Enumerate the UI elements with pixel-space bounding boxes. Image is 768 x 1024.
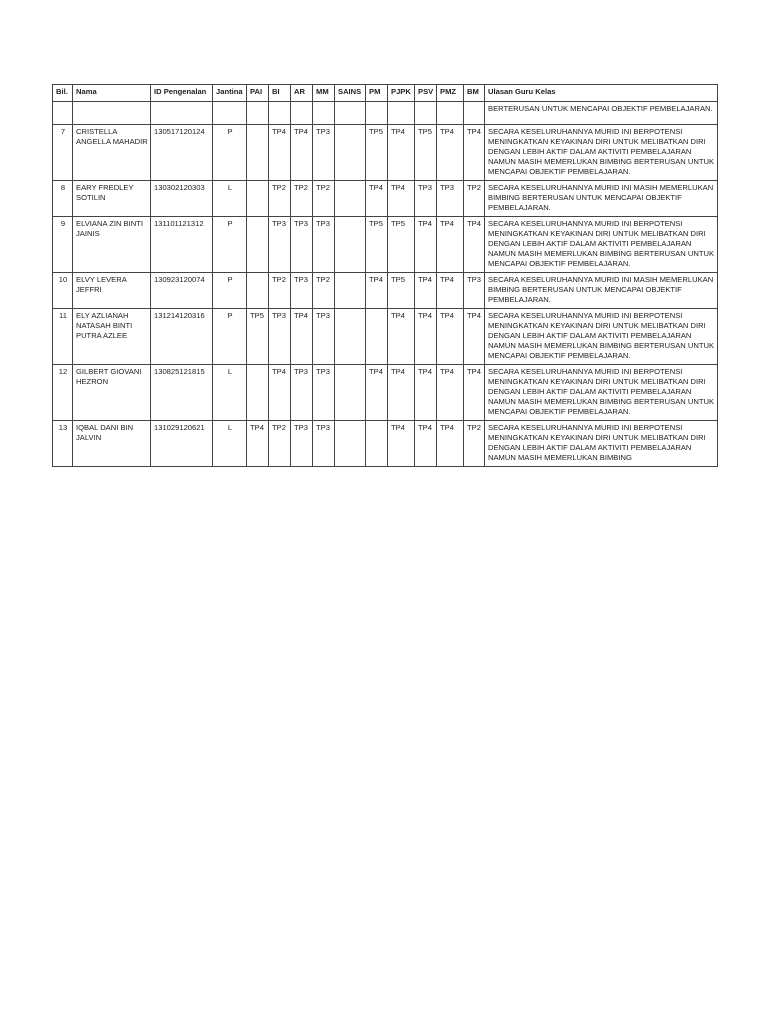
cell-nama: ELVY LEVERA JEFFRI [73,273,151,309]
cell-nama: ELVIANA ZIN BINTI JAINIS [73,217,151,273]
cell-mm: TP3 [313,421,335,467]
cell-bm: TP2 [464,421,485,467]
cell-id: 131214120316 [151,309,213,365]
cell-sains [335,309,366,365]
cell-psv: TP5 [415,125,437,181]
cell-pjpk: TP4 [388,365,415,421]
cell-mm: TP2 [313,273,335,309]
cell-bm: TP4 [464,125,485,181]
continued-row [53,102,718,125]
cell-sains [335,181,366,217]
cell-mm: TP3 [313,365,335,421]
cell-ulasan: SECARA KESELURUHANNYA MURID INI BERPOTENSI MENINGKATKAN KEYAKINAN DIRI UNTUK MELIBATKAN DIRI DENGAN LEBIH AKTIF DALAM AKTIVITI PEMBELAJARAN NAMUN MASIH MEMERLUKAN BIMBING BERTERUSAN UNTUK MENCAPAI OBJEKTIF PEMBELAJARAN. [485,125,718,181]
header-psv: PSV [415,85,437,102]
cell-pmz: TP4 [437,309,464,365]
cell-bm: TP3 [464,273,485,309]
cell-mm: TP3 [313,309,335,365]
header-id: ID Pengenalan [151,85,213,102]
cell-bil: 12 [53,365,73,421]
cell-pjpk: TP5 [388,217,415,273]
cell-ulasan: SECARA KESELURUHANNYA MURID INI BERPOTENSI MENINGKATKAN KEYAKINAN DIRI UNTUK MELIBATKAN DIRI DENGAN LEBIH AKTIF DALAM AKTIVITI PEMBELAJARAN NAMUN MASIH MEMERLUKAN BIMBING BERTERUSAN UNTUK MENCAPAI OBJEKTIF PEMBELAJARAN. [485,217,718,273]
cell-nama: ELY AZLIANAH NATASAH BINTI PUTRA AZLEE [73,309,151,365]
cell-bil: 10 [53,273,73,309]
cell-pjpk: TP4 [388,421,415,467]
cell-psv: TP3 [415,181,437,217]
cell-ulasan-continued: BERTERUSAN UNTUK MENCAPAI OBJEKTIF PEMBELAJARAN. [485,102,718,125]
cell-empty [335,102,366,125]
cell-empty [53,102,73,125]
header-pai: PAI [247,85,269,102]
header-pjpk: PJPK [388,85,415,102]
cell-mm: TP3 [313,125,335,181]
cell-sains [335,273,366,309]
cell-mm: TP2 [313,181,335,217]
cell-ulasan: SECARA KESELURUHANNYA MURID INI BERPOTENSI MENINGKATKAN KEYAKINAN DIRI UNTUK MELIBATKAN DIRI DENGAN LEBIH AKTIF DALAM AKTIVITI PEMBELAJARAN NAMUN MASIH MEMERLUKAN BIMBING BERTERUSAN UNTUK MENCAPAI OBJEKTIF PEMBELAJARAN. [485,309,718,365]
cell-bil: 8 [53,181,73,217]
cell-jantina: P [213,309,247,365]
header-ulasan: Ulasan Guru Kelas [485,85,718,102]
cell-bi: TP2 [269,181,291,217]
student-report-table [52,84,718,467]
cell-nama: EARY FREDLEY SOTILIN [73,181,151,217]
cell-bil: 9 [53,217,73,273]
cell-empty [247,102,269,125]
cell-empty [213,102,247,125]
cell-empty [366,102,388,125]
cell-sains [335,421,366,467]
cell-ar: TP3 [291,421,313,467]
table-row [53,217,718,273]
cell-bm: TP2 [464,181,485,217]
cell-empty [464,102,485,125]
cell-pai [247,273,269,309]
cell-psv: TP4 [415,309,437,365]
cell-pai: TP5 [247,309,269,365]
cell-nama: GILBERT GIOVANI HEZRON [73,365,151,421]
cell-mm: TP3 [313,217,335,273]
cell-psv: TP4 [415,217,437,273]
cell-jantina: P [213,273,247,309]
cell-id: 131101121312 [151,217,213,273]
header-bi: BI [269,85,291,102]
cell-empty [437,102,464,125]
cell-ar: TP4 [291,309,313,365]
cell-id: 130825121815 [151,365,213,421]
cell-empty [313,102,335,125]
cell-jantina: L [213,365,247,421]
header-jantina: Jantina [213,85,247,102]
cell-pjpk: TP4 [388,181,415,217]
cell-psv: TP4 [415,421,437,467]
cell-pm [366,309,388,365]
cell-pmz: TP4 [437,273,464,309]
cell-bm: TP4 [464,365,485,421]
cell-bi: TP4 [269,125,291,181]
cell-pai [247,181,269,217]
cell-ar: TP3 [291,217,313,273]
cell-ar: TP4 [291,125,313,181]
table-row [53,365,718,421]
cell-nama: CRISTELLA ANGELLA MAHADIR [73,125,151,181]
cell-pmz: TP4 [437,421,464,467]
cell-sains [335,125,366,181]
cell-bi: TP3 [269,309,291,365]
cell-ulasan: SECARA KESELURUHANNYA MURID INI BERPOTENSI MENINGKATKAN KEYAKINAN DIRI UNTUK MELIBATKAN DIRI DENGAN LEBIH AKTIF DALAM AKTIVITI PEMBELAJARAN NAMUN MASIH MEMERLUKAN BIMBING BERTERUSAN UNTUK MENCAPAI OBJEKTIF PEMBELAJARAN. [485,365,718,421]
header-nama: Nama [73,85,151,102]
cell-pai [247,217,269,273]
table-row [53,125,718,181]
cell-pm: TP5 [366,125,388,181]
cell-pmz: TP4 [437,125,464,181]
cell-bi: TP2 [269,421,291,467]
cell-nama: IQBAL DANI BIN JALVIN [73,421,151,467]
cell-pjpk: TP4 [388,309,415,365]
cell-pjpk: TP4 [388,125,415,181]
table-row [53,181,718,217]
table-row [53,309,718,365]
header-row [53,85,718,102]
header-mm: MM [313,85,335,102]
cell-pmz: TP4 [437,365,464,421]
cell-id: 130517120124 [151,125,213,181]
table-row [53,421,718,467]
cell-ar: TP3 [291,273,313,309]
cell-pm [366,421,388,467]
cell-bil: 13 [53,421,73,467]
cell-id: 130923120074 [151,273,213,309]
header-pm: PM [366,85,388,102]
cell-pm: TP4 [366,273,388,309]
cell-id: 130302120303 [151,181,213,217]
cell-bi: TP4 [269,365,291,421]
cell-id: 131029120621 [151,421,213,467]
cell-psv: TP4 [415,365,437,421]
cell-empty [291,102,313,125]
cell-pmz: TP3 [437,181,464,217]
cell-pm: TP4 [366,365,388,421]
cell-bil: 7 [53,125,73,181]
cell-pai [247,125,269,181]
cell-empty [415,102,437,125]
header-ar: AR [291,85,313,102]
cell-ulasan: SECARA KESELURUHANNYA MURID INI BERPOTENSI MENINGKATKAN KEYAKINAN DIRI UNTUK MELIBATKAN DIRI DENGAN LEBIH AKTIF DALAM AKTIVITI PEMBELAJARAN NAMUN MASIH MEMERLUKAN BIMBING [485,421,718,467]
header-pmz: PMZ [437,85,464,102]
cell-empty [73,102,151,125]
cell-pjpk: TP5 [388,273,415,309]
cell-pai: TP4 [247,421,269,467]
cell-bm: TP4 [464,309,485,365]
cell-pmz: TP4 [437,217,464,273]
cell-ulasan: SECARA KESELURUHANNYA MURID INI MASIH MEMERLUKAN BIMBING BERTERUSAN UNTUK MENCAPAI OBJEKTIF PEMBELAJARAN. [485,181,718,217]
cell-ar: TP3 [291,365,313,421]
cell-ar: TP2 [291,181,313,217]
cell-pm: TP5 [366,217,388,273]
table-row [53,273,718,309]
header-bm: BM [464,85,485,102]
cell-pai [247,365,269,421]
cell-bi: TP2 [269,273,291,309]
cell-jantina: L [213,421,247,467]
cell-jantina: P [213,217,247,273]
cell-bil: 11 [53,309,73,365]
cell-empty [388,102,415,125]
cell-ulasan: SECARA KESELURUHANNYA MURID INI MASIH MEMERLUKAN BIMBING BERTERUSAN UNTUK MENCAPAI OBJEKTIF PEMBELAJARAN. [485,273,718,309]
header-sains: SAINS [335,85,366,102]
cell-sains [335,365,366,421]
cell-sains [335,217,366,273]
cell-bm: TP4 [464,217,485,273]
cell-jantina: P [213,125,247,181]
cell-bi: TP3 [269,217,291,273]
cell-pm: TP4 [366,181,388,217]
cell-psv: TP4 [415,273,437,309]
cell-empty [269,102,291,125]
cell-empty [151,102,213,125]
header-bil: Bil. [53,85,73,102]
cell-jantina: L [213,181,247,217]
